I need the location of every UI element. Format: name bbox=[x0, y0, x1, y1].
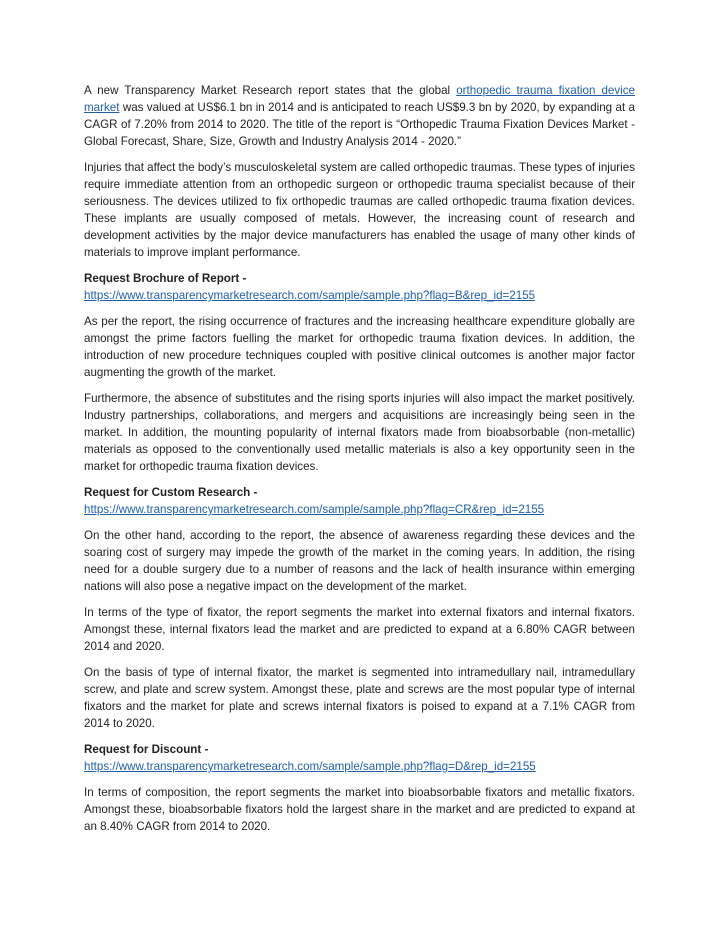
document-page bbox=[84, 82, 635, 844]
discount-request-title: Request for Discount - bbox=[84, 743, 209, 756]
opportunities-paragraph: Furthermore, the absence of substitutes and the rising sports injuries will also impact the market positively. Industry partnerships, collaborations, and mergers and acquisitions are increasingly being seen in the market. In addition, the mounting popularity of internal fixators made from bioabsorbable (non-metallic) materials as opposed to the conventionally used metallic materials is also a key opportunity seen in the market for orthopedic trauma fixation devices. bbox=[84, 392, 635, 473]
composition-paragraph: In terms of composition, the report segments the market into bioabsorbable fixators and metallic fixators. Amongst these, bioabsorbable fixators hold the largest share in the market and are predicted to expand at an 8.40% CAGR from 2014 to 2020. bbox=[84, 786, 635, 833]
internal-fixator-paragraph: On the basis of type of internal fixator, the market is segmented into intramedullary nail, intramedullary screw, and plate and screw system. Amongst these, plate and screws are the most popular type of internal fixators and the market for plate and screws internal fixators is poised to expand at a 7.1% CAGR from 2014 to 2020. bbox=[84, 666, 635, 730]
intro-text-after: was valued at US$6.1 bn in 2014 and is anticipated to reach US$9.3 bn by 2020, by expanding at a CAGR of 7.20% from 2014 to 2020. The title of the report is “Orthopedic Trauma Fixation Devices Market - Global Forecast, Share, Size, Growth and Industry Analysis 2014 - 2020.” bbox=[84, 101, 635, 148]
restraints-paragraph: On the other hand, according to the report, the absence of awareness regarding these devices and the soaring cost of surgery may impede the growth of the market in the coming years. In addition, the rising need for a double surgery due to a number of reasons and the lack of health insurance within emerging nations will also pose a negative impact on the development of the market. bbox=[84, 529, 635, 593]
drivers-paragraph: As per the report, the rising occurrence of fractures and the increasing healthcare expenditure globally are amongst the prime factors fuelling the market for orthopedic trauma fixation devices. In addition, the introduction of new procedure techniques coupled with positive clinical outcomes is another major factor augmenting the growth of the market. bbox=[84, 315, 635, 379]
custom-research-request bbox=[84, 484, 635, 518]
brochure-request-link[interactable]: https://www.transparencymarketresearch.com/sample/sample.php?flag=B&rep_id=2155 bbox=[84, 289, 536, 302]
market-link[interactable]: orthopedic trauma fixation device market bbox=[84, 84, 635, 114]
custom-research-request-link[interactable]: https://www.transparencymarketresearch.com/sample/sample.php?flag=CR&rep_id=2155 bbox=[84, 503, 545, 516]
custom-research-request-title: Request for Custom Research - bbox=[84, 486, 258, 499]
brochure-request-title: Request Brochure of Report - bbox=[84, 272, 247, 285]
discount-request-link[interactable]: https://www.transparencymarketresearch.com/sample/sample.php?flag=D&rep_id=2155 bbox=[84, 760, 536, 773]
injuries-paragraph: Injuries that affect the body’s musculoskeletal system are called orthopedic traumas. These types of injuries require immediate attention from an orthopedic surgeon or orthopedic trauma specialist because of their seriousness. The devices utilized to fix orthopedic traumas are called orthopedic trauma fixation devices. These implants are usually composed of metals. However, the increasing count of research and development activities by the major device manufacturers has enabled the usage of many other kinds of materials to improve implant performance. bbox=[84, 161, 635, 259]
intro-paragraph bbox=[84, 82, 635, 150]
brochure-request bbox=[84, 270, 635, 304]
intro-text-before: A new Transparency Market Research report states that the global bbox=[84, 84, 457, 97]
discount-request bbox=[84, 741, 635, 775]
fixator-type-paragraph: In terms of the type of fixator, the report segments the market into external fixators and internal fixators. Amongst these, internal fixators lead the market and are predicted to expand at a 6.80% CAGR between 2014 and 2020. bbox=[84, 606, 635, 653]
